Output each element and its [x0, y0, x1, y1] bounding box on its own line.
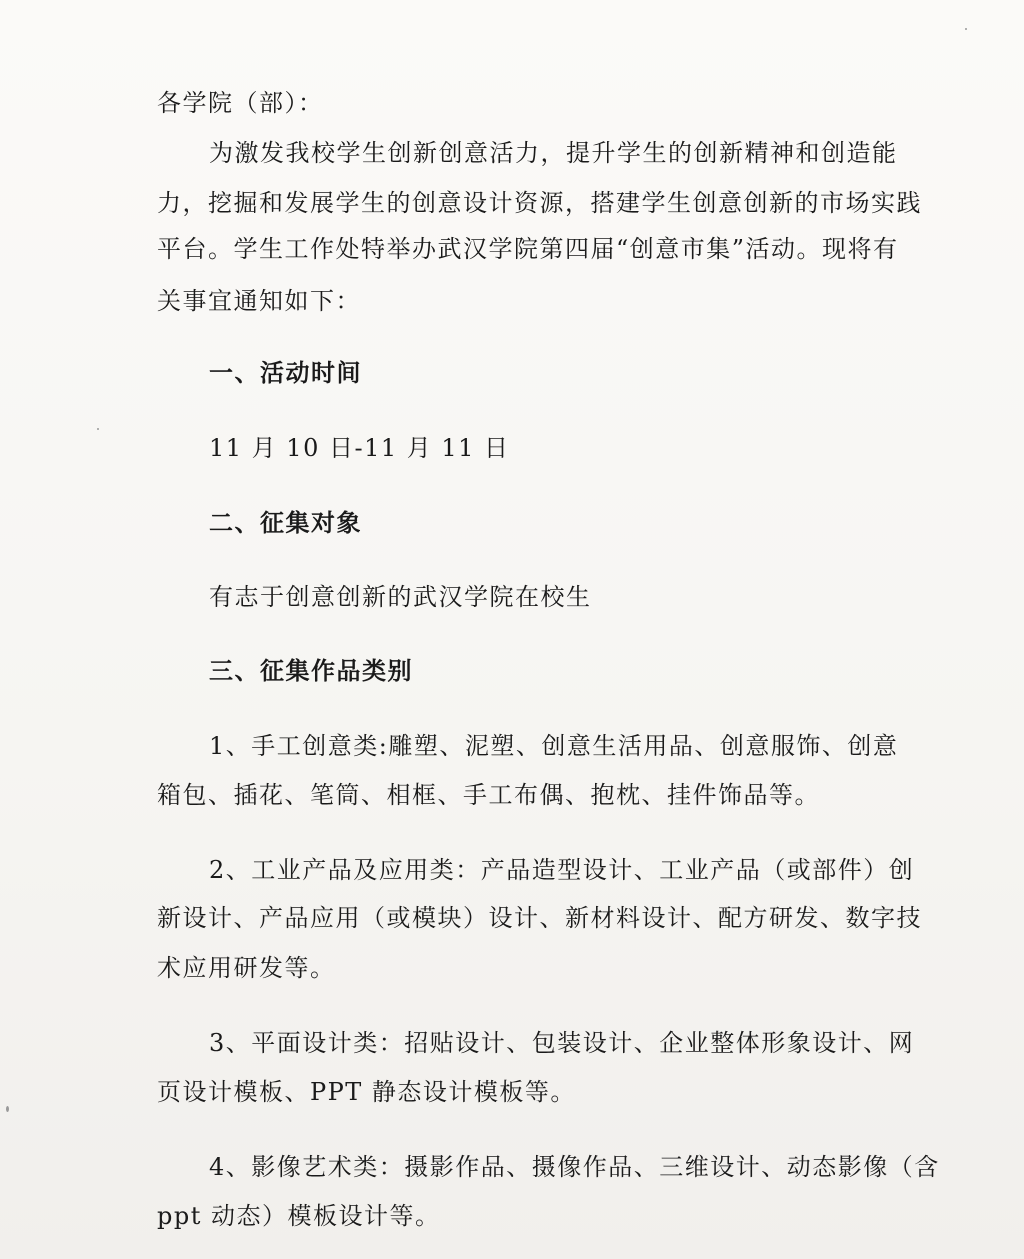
intro-line-2: 力，挖掘和发展学生的创意设计资源，搭建学生创意创新的市场实践 — [157, 189, 922, 217]
section-heading-target: 二、征集对象 — [209, 508, 362, 537]
category-3-line-2: 页设计模板、PPT 静态设计模板等。 — [157, 1078, 576, 1106]
scan-speck — [6, 1106, 9, 1112]
scan-speck — [965, 28, 967, 30]
intro-line-4: 关事宜通知如下： — [157, 287, 361, 315]
category-3-line-1: 3、平面设计类：招贴设计、包装设计、企业整体形象设计、网 — [209, 1029, 915, 1057]
section-heading-categories: 三、征集作品类别 — [209, 656, 413, 685]
category-4-line-2: ppt 动态）模板设计等。 — [157, 1202, 441, 1230]
category-1-line-2: 箱包、插花、笔筒、相框、手工布偶、抱枕、挂件饰品等。 — [157, 781, 820, 809]
category-4-line-1: 4、影像艺术类：摄影作品、摄像作品、三维设计、动态影像（含 — [209, 1153, 940, 1181]
intro-line-3: 平台。学生工作处特举办武汉学院第四届“创意市集”活动。现将有 — [157, 235, 899, 263]
section-body-time: 11 月 10 日-11 月 11 日 — [209, 434, 510, 462]
category-2-line-1: 2、工业产品及应用类：产品造型设计、工业产品（或部件）创 — [209, 856, 915, 884]
section-body-target: 有志于创意创新的武汉学院在校生 — [209, 583, 592, 611]
category-2-line-3: 术应用研发等。 — [157, 954, 336, 982]
salutation: 各学院（部）： — [157, 89, 324, 117]
category-1-line-1: 1、手工创意类:雕塑、泥塑、创意生活用品、创意服饰、创意 — [209, 732, 899, 760]
scan-speck — [97, 428, 99, 430]
category-2-line-2: 新设计、产品应用（或模块）设计、新材料设计、配方研发、数字技 — [157, 904, 922, 932]
intro-line-1: 为激发我校学生创新创意活力，提升学生的创新精神和创造能 — [209, 139, 898, 167]
section-heading-time: 一、活动时间 — [209, 358, 362, 387]
